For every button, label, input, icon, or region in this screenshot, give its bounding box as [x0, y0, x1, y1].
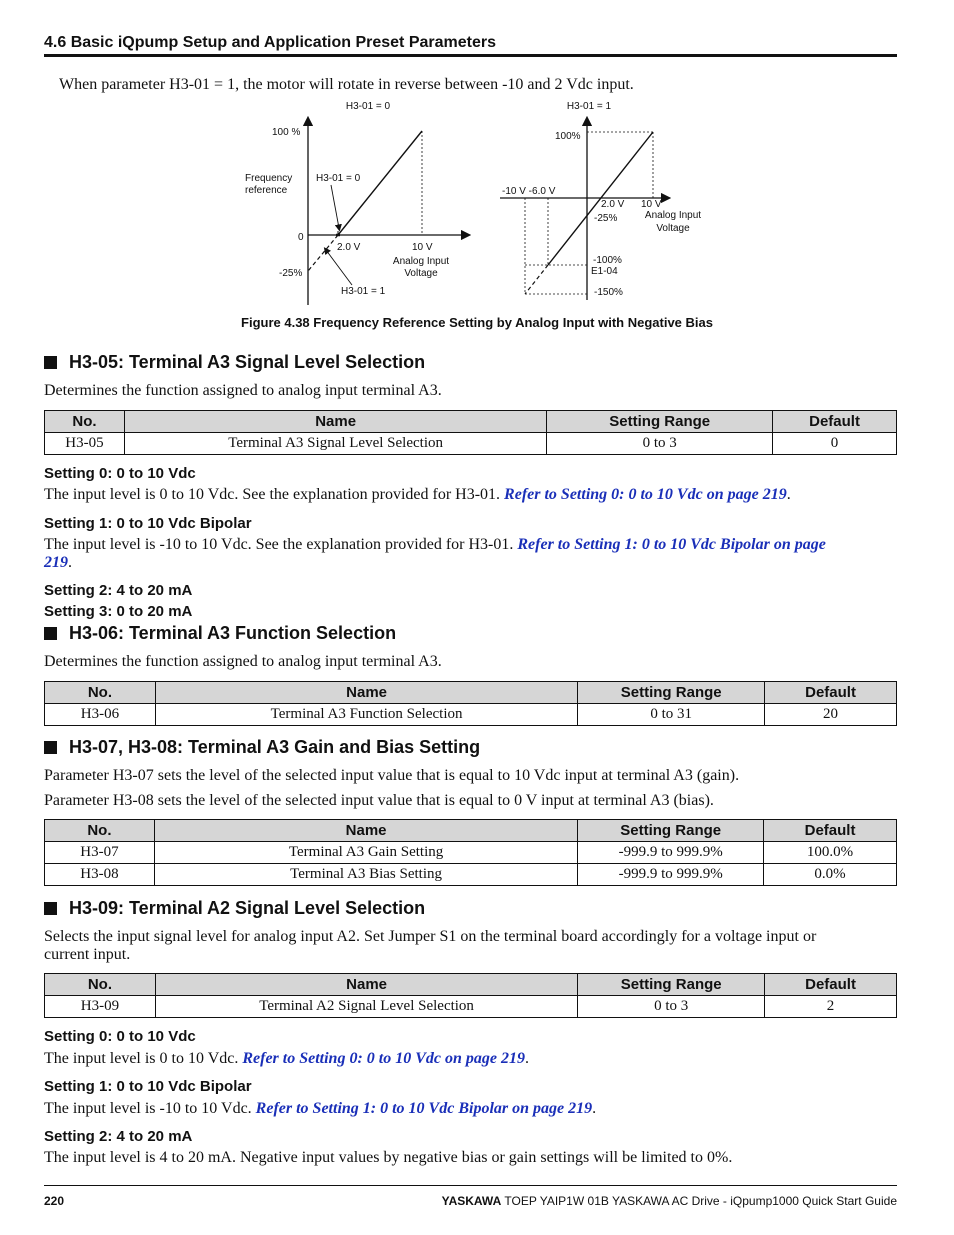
right-curve-dashed: [525, 265, 548, 294]
h3-05-setting-1-heading: Setting 1: 0 to 10 Vdc Bipolar: [44, 515, 252, 532]
h3-08-description: Parameter H3-08 sets the level of the selected input value that is equal to 0 V input at terminal A3 (bias).: [44, 792, 714, 809]
link-setting-1-page[interactable]: 219: [44, 554, 68, 571]
h3-05-table: No. Name Setting Range Default H3-05 Terminal A3 Signal Level Selection 0 to 3 0: [44, 410, 897, 455]
table-row: H3-08 Terminal A3 Bias Setting -999.9 to 999.9% 0.0%: [45, 864, 897, 886]
left-bottom-label: H3-01 = 1: [341, 286, 386, 297]
page-section-title: 4.6 Basic iQpump Setup and Application Preset Parameters: [44, 34, 496, 51]
h3-05-setting-3-heading: Setting 3: 0 to 20 mA: [44, 603, 193, 620]
figure-4-38: [0, 95, 954, 310]
left-y-label-1: Frequency: [245, 173, 293, 184]
header-rule: [44, 54, 897, 57]
page-number: 220: [44, 1194, 65, 1208]
h3-05-setting-1-text: The input level is -10 to 10 Vdc. See the explanation provided for H3-01. Refer to Setting 1: 0 to 10 Vdc Bipolar on page 219.: [44, 536, 826, 571]
footer-brand: YASKAWA: [441, 1194, 502, 1208]
right-y-m150: -150%: [594, 287, 623, 298]
right-y-m100: -100%: [593, 255, 622, 266]
section-bullet-icon: [44, 741, 57, 754]
table-row: H3-09 Terminal A2 Signal Level Selection 0 to 3 2: [45, 996, 897, 1018]
h3-09-description: Selects the input signal level for analog input A2. Set Jumper S1 on the terminal board accordingly for a voltage input or current input.: [44, 928, 817, 963]
h3-09-setting-0-heading: Setting 0: 0 to 10 Vdc: [44, 1028, 196, 1045]
link-setting-1[interactable]: Refer to Setting 1: 0 to 10 Vdc Bipolar on page 219: [255, 1100, 593, 1117]
link-setting-1[interactable]: Refer to Setting 1: 0 to 10 Vdc Bipolar on page: [517, 536, 826, 553]
left-x-10v: 10 V: [412, 242, 433, 253]
right-graph: [500, 101, 701, 300]
h3-09-setting-1-heading: Setting 1: 0 to 10 Vdc Bipolar: [44, 1078, 252, 1095]
left-y-neg: -25%: [279, 268, 303, 279]
left-curve-label: H3-01 = 0: [316, 173, 361, 184]
right-x-neg: -10 V -6.0 V: [502, 186, 556, 197]
left-x-label-1: Analog Input: [392, 256, 450, 267]
right-x-10v: 10 V: [641, 199, 662, 210]
h3-05-setting-2-heading: Setting 2: 4 to 20 mA: [44, 582, 193, 599]
h3-06-table: No. Name Setting Range Default H3-06 Terminal A3 Function Selection 0 to 31 20: [44, 681, 897, 726]
h3-09-heading: H3-09: Terminal A2 Signal Level Selection: [44, 898, 425, 919]
footer-rule: [44, 1185, 897, 1186]
section-bullet-icon: [44, 902, 57, 915]
left-y-label-2: reference: [245, 185, 288, 196]
h3-05-setting-0-text: The input level is 0 to 10 Vdc. See the explanation provided for H3-01. Refer to Setting 0: 0 to 10 Vdc on page 219.: [44, 486, 791, 503]
left-y-top: 100 %: [272, 127, 301, 138]
right-x-label-2: Voltage: [656, 223, 690, 234]
h3-05-setting-0-heading: Setting 0: 0 to 10 Vdc: [44, 465, 196, 482]
right-x-2v: 2.0 V: [601, 199, 625, 210]
section-bullet-icon: [44, 356, 57, 369]
right-y-m25: -25%: [594, 213, 618, 224]
h3-06-description: Determines the function assigned to analog input terminal A3.: [44, 653, 442, 670]
h3-09-setting-1-text: The input level is -10 to 10 Vdc. Refer to Setting 1: 0 to 10 Vdc Bipolar on page 219.: [44, 1100, 597, 1117]
h3-09-setting-2-text: The input level is 4 to 20 mA. Negative input values by negative bias or gain settings will be limited to 0%.: [44, 1149, 733, 1166]
left-graph: [245, 101, 466, 305]
figure-caption: Figure 4.38 Frequency Reference Setting by Analog Input with Negative Bias: [241, 315, 713, 330]
intro-text: When parameter H3-01 = 1, the motor will rotate in reverse between -10 and 2 Vdc input.: [59, 76, 634, 93]
h3-09-setting-0-text: The input level is 0 to 10 Vdc. Refer to Setting 0: 0 to 10 Vdc on page 219.: [44, 1050, 529, 1067]
left-x-2v: 2.0 V: [337, 242, 361, 253]
table-row: H3-07 Terminal A3 Gain Setting -999.9 to 999.9% 100.0%: [45, 842, 897, 864]
right-e1-04: E1-04: [591, 266, 618, 277]
right-x-label-1: Analog Input: [644, 210, 702, 221]
link-setting-0[interactable]: Refer to Setting 0: 0 to 10 Vdc on page 219: [504, 486, 787, 503]
h3-09-table: No. Name Setting Range Default H3-09 Terminal A2 Signal Level Selection 0 to 3 2: [44, 973, 897, 1018]
link-setting-0[interactable]: Refer to Setting 0: 0 to 10 Vdc on page 219: [242, 1050, 525, 1067]
right-y-top: 100%: [555, 131, 581, 142]
right-graph-title: H3-01 = 1: [566, 101, 612, 112]
left-graph-title: H3-01 = 0: [345, 101, 391, 112]
left-curve-dashed: [308, 235, 338, 271]
table-row: H3-06 Terminal A3 Function Selection 0 to 31 20: [45, 704, 897, 726]
h3-07-description: Parameter H3-07 sets the level of the selected input value that is equal to 10 Vdc input at terminal A3 (gain).: [44, 767, 740, 784]
h3-07-h3-08-table: No. Name Setting Range Default H3-07 Terminal A3 Gain Setting -999.9 to 999.9% 100.0% H3-08 Terminal A3 Bias Setting -999.9 to 999.9% 0.0%: [44, 819, 897, 886]
left-x-label-2: Voltage: [404, 268, 438, 279]
table-row: H3-05 Terminal A3 Signal Level Selection 0 to 3 0: [45, 433, 897, 455]
section-bullet-icon: [44, 627, 57, 640]
left-y-zero: 0: [298, 232, 304, 243]
h3-05-description: Determines the function assigned to analog input terminal A3.: [44, 382, 442, 399]
footer-doc-title: YASKAWA TOEP YAIP1W 01B YASKAWA AC Drive - iQpump1000 Quick Start Guide: [441, 1194, 897, 1208]
h3-07-heading: H3-07, H3-08: Terminal A3 Gain and Bias Setting: [44, 737, 480, 758]
h3-09-setting-2-heading: Setting 2: 4 to 20 mA: [44, 1128, 193, 1145]
h3-05-heading: H3-05: Terminal A3 Signal Level Selection: [44, 352, 425, 373]
h3-06-heading: H3-06: Terminal A3 Function Selection: [44, 623, 396, 644]
